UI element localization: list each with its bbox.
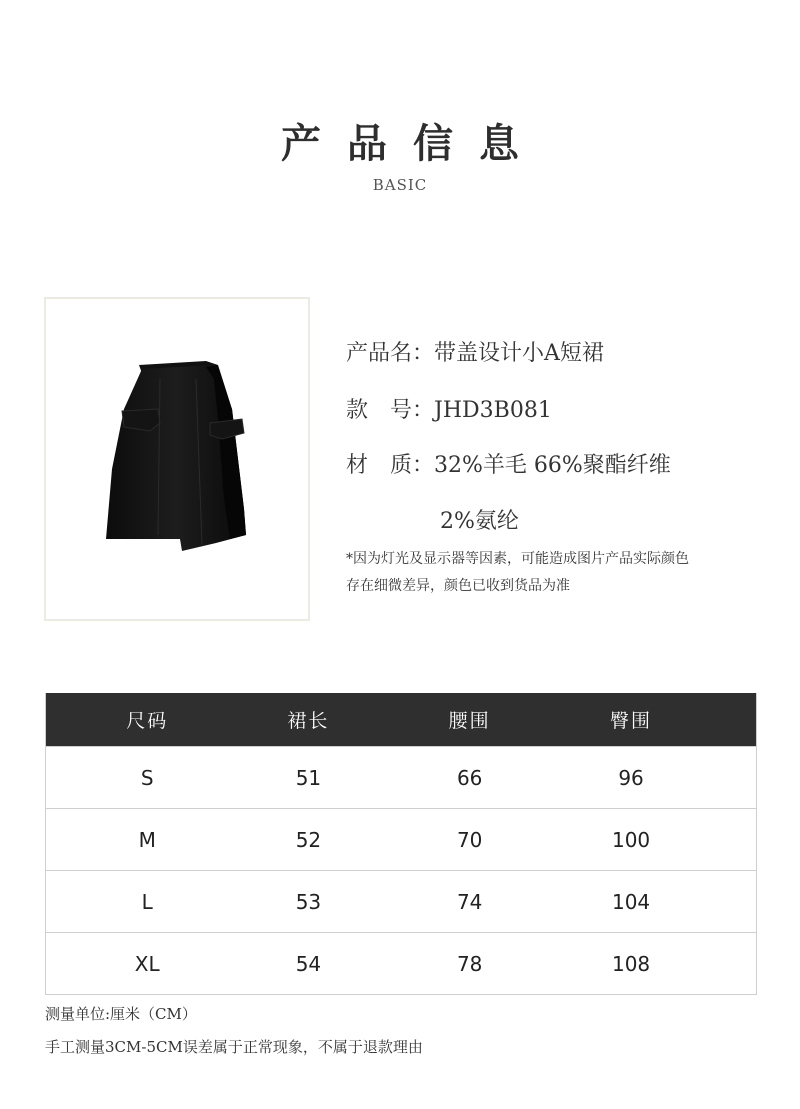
product-code-row (346, 393, 552, 424)
cell-waist: 74 (368, 871, 570, 933)
product-material-value-line2: 2%氨纶 (440, 509, 519, 534)
product-material-row (346, 448, 671, 479)
product-name-row (346, 336, 604, 367)
cell-spacer (691, 747, 756, 809)
skirt-image (46, 299, 312, 623)
product-name-label: 产品名： (346, 341, 435, 366)
header-spacer (691, 693, 756, 747)
error-note: 手工测量3CM-5CM误差属于正常现象，不属于退款理由 (45, 1038, 423, 1056)
cell-size: L (46, 871, 249, 933)
product-material-label: 材 质： (346, 453, 435, 478)
cell-length: 54 (248, 933, 368, 995)
table-row (46, 809, 757, 871)
page-title: 产品信息 (281, 120, 545, 167)
cell-spacer (691, 809, 756, 871)
cell-hip: 100 (571, 809, 691, 871)
product-name-value: 带盖设计小A短裙 (434, 341, 604, 366)
product-image-frame (44, 297, 310, 621)
cell-size: M (46, 809, 249, 871)
cell-hip: 96 (571, 747, 691, 809)
table-row (46, 747, 757, 809)
product-code-value: JHD3B081 (434, 398, 552, 423)
cell-hip: 108 (571, 933, 691, 995)
color-note-line2: 存在细微差异，颜色已收到货品为准 (346, 578, 570, 594)
cell-waist: 66 (368, 747, 570, 809)
page-subtitle: BASIC (372, 176, 428, 194)
cell-length: 51 (248, 747, 368, 809)
size-table-header (46, 693, 757, 747)
size-table (45, 693, 757, 995)
product-material-value: 32%羊毛 66%聚酯纤维 (434, 453, 671, 478)
product-code-label: 款 号： (346, 398, 435, 423)
table-row (46, 871, 757, 933)
header-length: 裙长 (248, 693, 368, 747)
cell-size: XL (46, 933, 249, 995)
unit-note: 测量单位:厘米（CM） (45, 1005, 197, 1023)
header-size: 尺码 (46, 693, 249, 747)
color-note-line1: *因为灯光及显示器等因素，可能造成图片产品实际颜色 (346, 551, 689, 567)
cell-waist: 78 (368, 933, 570, 995)
header-waist: 腰围 (368, 693, 570, 747)
cell-spacer (691, 933, 756, 995)
table-row (46, 933, 757, 995)
cell-hip: 104 (571, 871, 691, 933)
cell-length: 52 (248, 809, 368, 871)
cell-spacer (691, 871, 756, 933)
cell-waist: 70 (368, 809, 570, 871)
header-hip: 臀围 (571, 693, 691, 747)
cell-length: 53 (248, 871, 368, 933)
cell-size: S (46, 747, 249, 809)
